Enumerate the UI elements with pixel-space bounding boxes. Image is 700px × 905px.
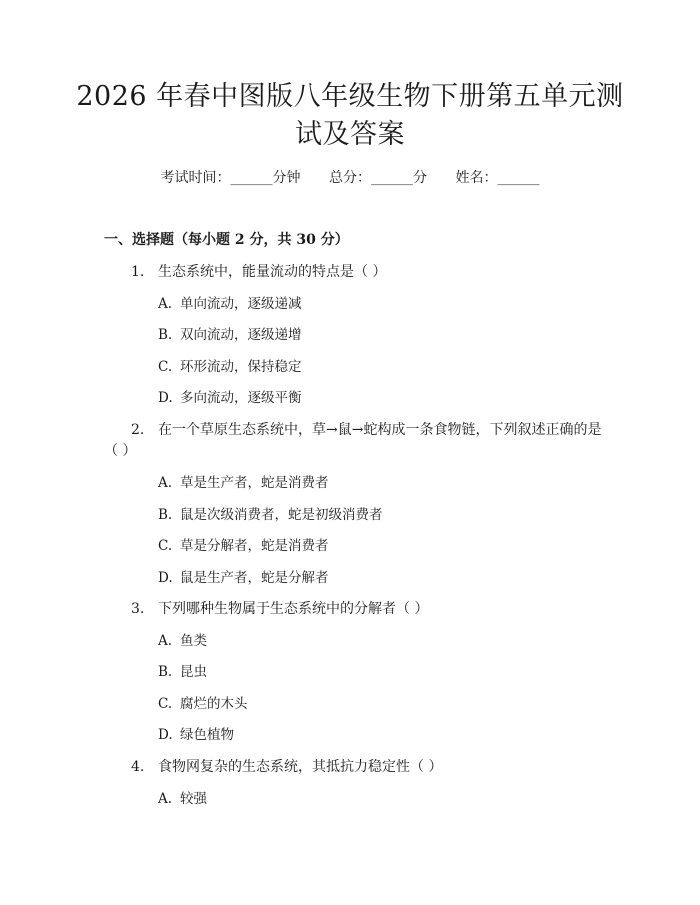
exam-time: 考试时间：______分钟 [160,170,301,186]
question-number: 3. [131,601,145,617]
option-text: 草是分解者，蛇是消费者 [180,538,329,554]
option-2b [158,505,383,525]
question-text: 生态系统中，能量流动的特点是（ ） [158,264,387,280]
question-number: 2. [131,422,145,438]
option-text: 绿色植物 [180,727,234,743]
option-letter: B. [158,327,173,343]
question-number: 1. [131,264,145,280]
page-title [60,78,640,154]
option-3c [158,694,248,714]
option-letter: C. [158,538,173,554]
option-3a [158,631,207,651]
option-3d [158,725,234,745]
option-text: 单向流动，逐级递减 [180,296,302,312]
option-text: 多向流动，逐级平衡 [180,390,302,406]
option-text: 鼠是生产者，蛇是分解者 [180,570,329,586]
question-text: 在一个草原生态系统中，草→鼠→蛇构成一条食物链，下列叙述正确的是 [158,422,602,438]
title-line-2: 试及答案 [295,119,405,150]
option-letter: D. [158,570,173,586]
option-text: 草是生产者，蛇是消费者 [180,475,329,491]
option-2a [158,473,329,493]
option-letter: A. [158,475,173,491]
option-4a [158,789,207,809]
question-text: 下列哪种生物属于生态系统中的分解者（ ） [158,601,429,617]
title-line-1: 2026 年春中图版八年级生物下册第五单元测 [76,81,624,112]
exam-name: 姓名：______ [455,170,540,186]
question-2-continuation: （ ） [104,443,137,459]
option-letter: D. [158,390,173,406]
option-1b [158,325,302,345]
exam-score: 总分：______分 [329,170,427,186]
option-2d [158,568,329,588]
option-text: 鱼类 [180,633,207,649]
option-3b [158,662,207,682]
question-number: 4. [131,759,145,775]
option-1a [158,294,302,314]
question-text: 食物网复杂的生态系统，其抵抗力稳定性（ ） [158,759,443,775]
option-text: 鼠是次级消费者，蛇是初级消费者 [180,507,383,523]
option-letter: C. [158,696,173,712]
option-letter: A. [158,296,173,312]
option-1d [158,388,302,408]
option-letter: B. [158,507,173,523]
option-letter: A. [158,791,173,807]
exam-meta [0,168,700,188]
option-1c [158,357,302,377]
option-text: 腐烂的木头 [180,696,248,712]
section-title: 一、选择题（每小题 2 分，共 30 分） [104,232,349,248]
option-letter: C. [158,359,173,375]
option-text: 双向流动，逐级递增 [180,327,302,343]
option-text: 环形流动，保持稳定 [180,359,302,375]
option-text: 昆虫 [180,664,207,680]
option-letter: B. [158,664,173,680]
option-letter: A. [158,633,173,649]
option-letter: D. [158,727,173,743]
option-2c [158,536,329,556]
option-text: 较强 [180,791,207,807]
